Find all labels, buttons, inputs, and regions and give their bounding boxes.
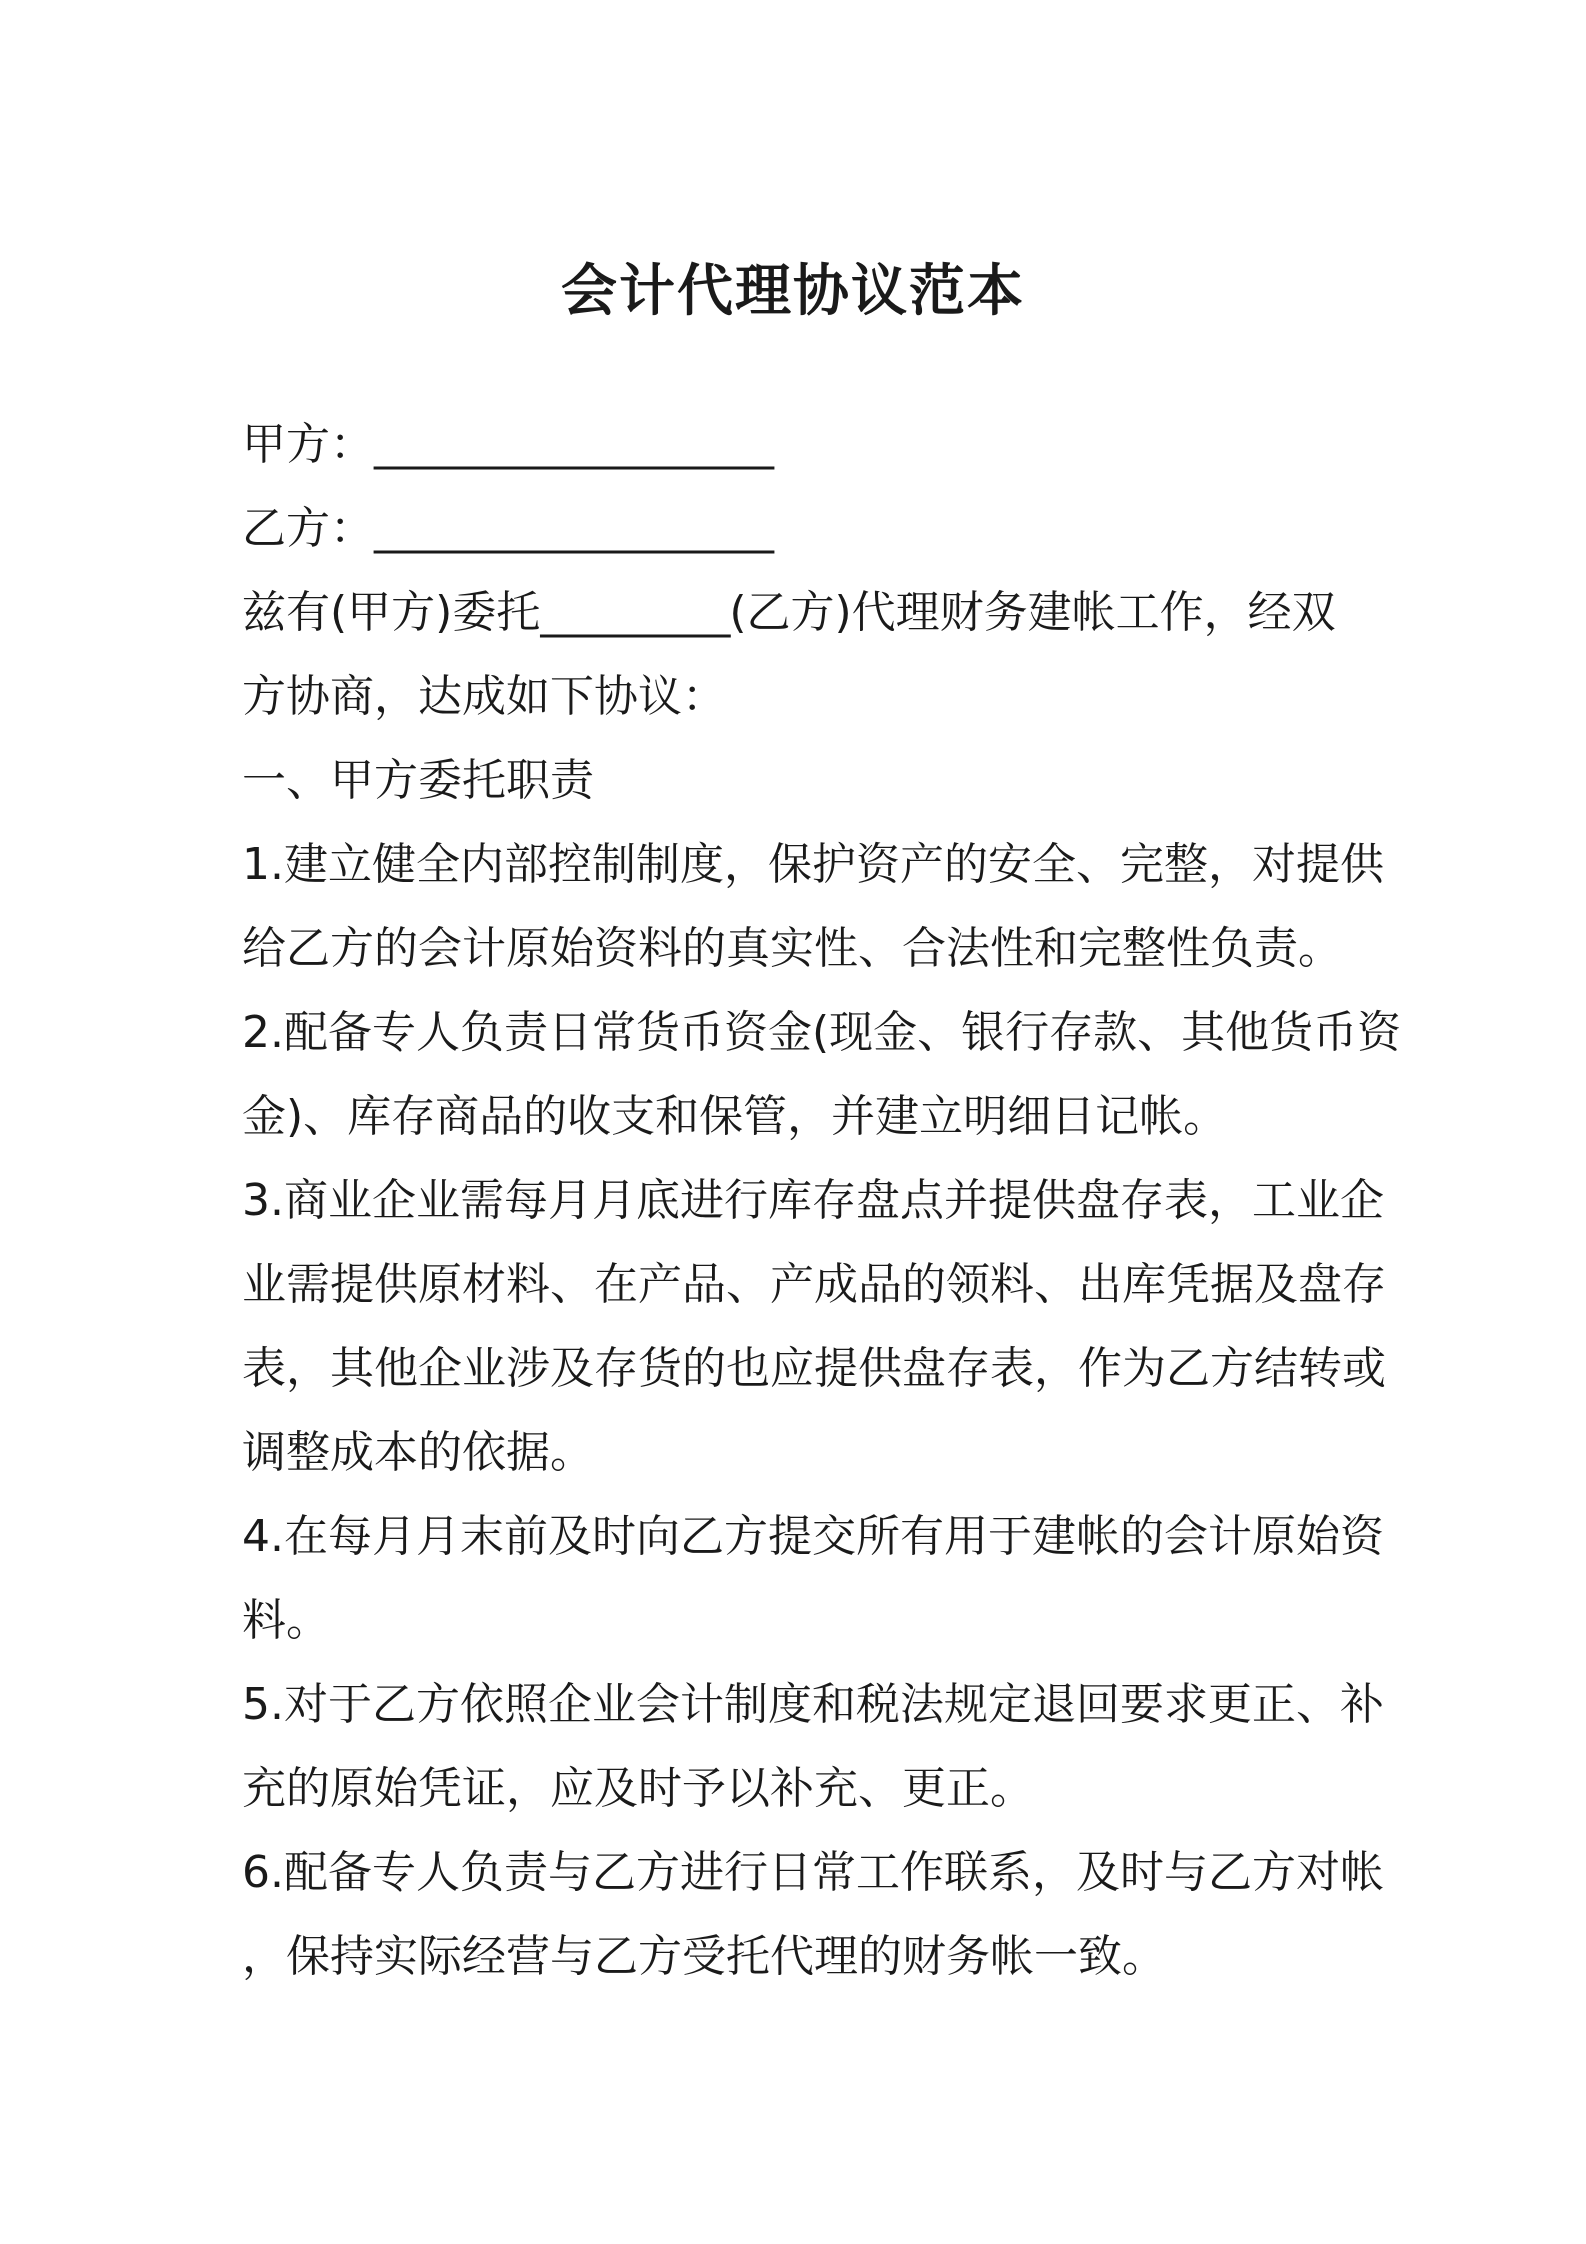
intro-text-before: 兹有(甲方)委托 [242, 587, 541, 638]
party-b-label: 乙方： [242, 503, 374, 554]
clause-line: 料。 [242, 1595, 330, 1646]
party-a-label: 甲方： [242, 419, 374, 470]
clause-line: 2.配备专人负责日常货币资金(现金、银行存款、其他货币资 [242, 1007, 1402, 1058]
clause-line: 4.在每月月末前及时向乙方提交所有用于建帐的会计原始资 [242, 1511, 1384, 1562]
party-a-line [242, 403, 1352, 487]
section-heading: 一、甲方委托职责 [242, 755, 594, 806]
document-body [242, 403, 1402, 1999]
clause-line: 6.配备专人负责与乙方进行日常工作联系，及时与乙方对帐 [242, 1847, 1384, 1898]
party-a-blank: ___________________ [374, 419, 773, 470]
clause-line: 调整成本的依据。 [242, 1427, 594, 1478]
intro-line-1 [242, 571, 1352, 655]
clause-line: 金)、库存商品的收支和保管，并建立明细日记帐。 [242, 1091, 1228, 1142]
party-b-line [242, 487, 1352, 571]
clause-line: 1.建立健全内部控制制度，保护资产的安全、完整，对提供 [242, 839, 1384, 890]
clause-line: ，保持实际经营与乙方受托代理的财务帐一致。 [242, 1931, 1166, 1982]
clause-line: 3.商业企业需每月月底进行库存盘点并提供盘存表，工业企 [242, 1175, 1384, 1226]
intro-blank: _________ [540, 587, 730, 638]
intro-line-2: 方协商，达成如下协议： [242, 671, 726, 722]
clause-line: 业需提供原材料、在产品、产成品的领料、出库凭据及盘存 [242, 1259, 1386, 1310]
clause-line: 表，其他企业涉及存货的也应提供盘存表，作为乙方结转或 [242, 1343, 1386, 1394]
party-b-blank: ___________________ [374, 503, 773, 554]
intro-text-after: (乙方)代理财务建帐工作，经双 [729, 587, 1336, 638]
clause-line: 给乙方的会计原始资料的真实性、合法性和完整性负责。 [242, 923, 1342, 974]
clause-line: 5.对于乙方依照企业会计制度和税法规定退回要求更正、补 [242, 1679, 1384, 1730]
document-title: 会计代理协议范本 [561, 259, 1025, 324]
clause-line: 充的原始凭证，应及时予以补充、更正。 [242, 1763, 1034, 1814]
